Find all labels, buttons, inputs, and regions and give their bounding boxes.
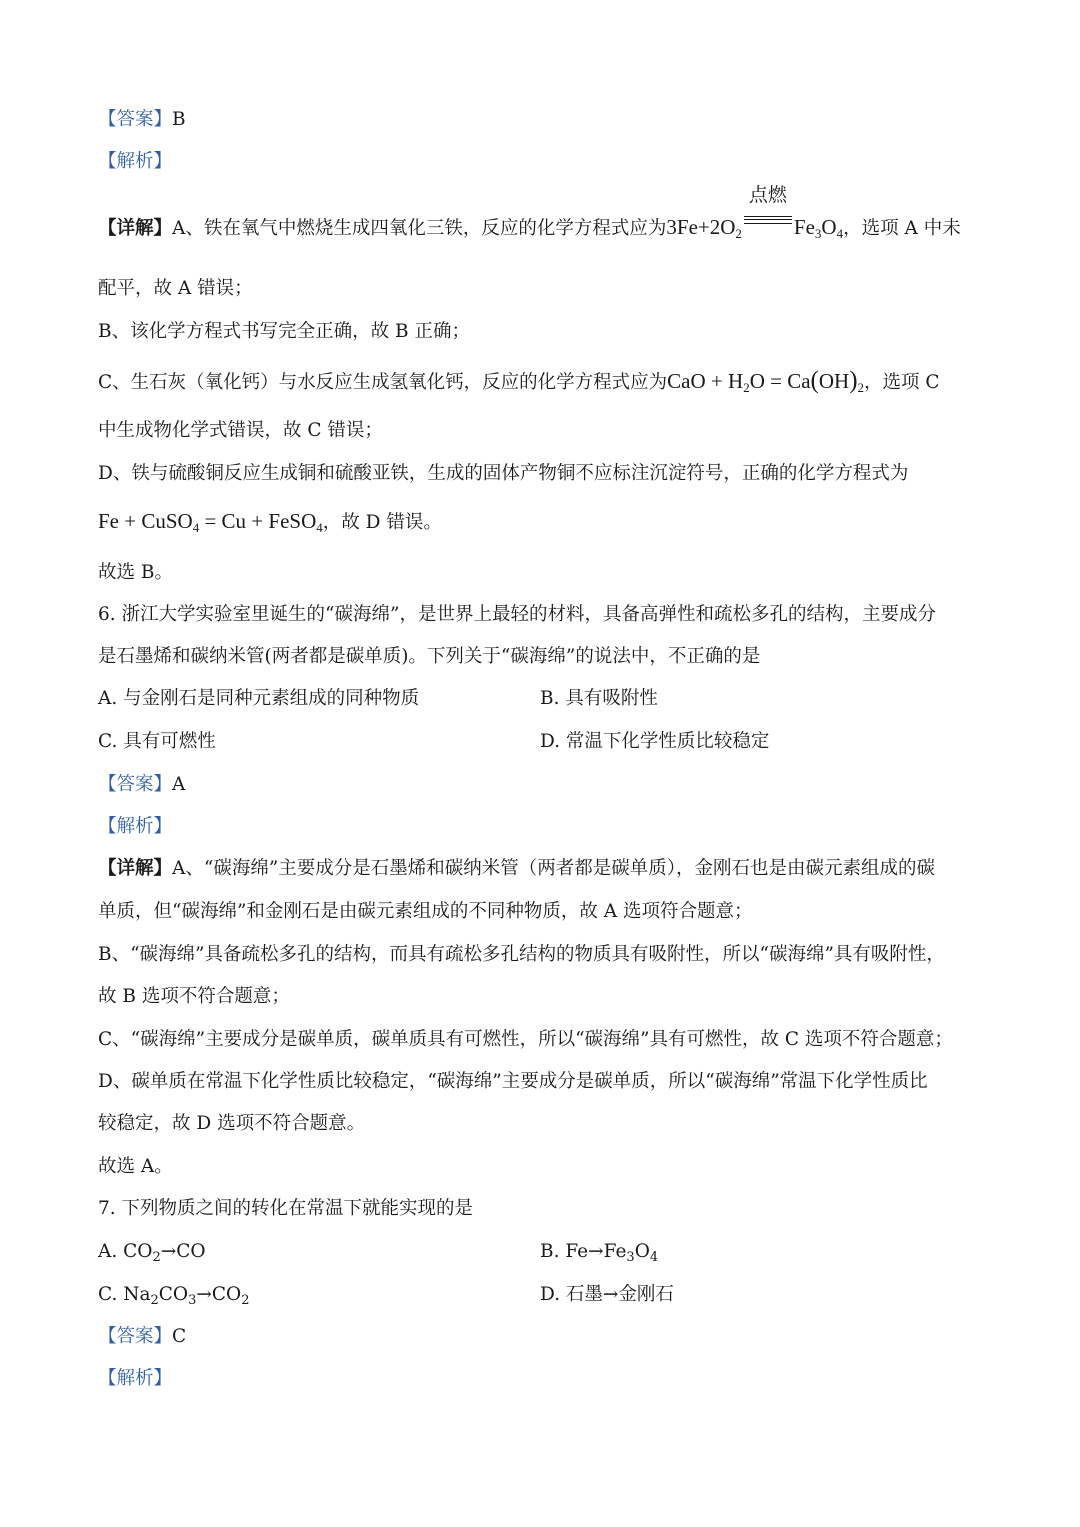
q6-detail-c: C、“碳海绵”主要成分是碳单质，碳单质具有可燃性，所以“碳海绵”具有可燃性，故 C 选项不符合题意； xyxy=(98,1029,953,1050)
equation-c-lhs: CaO + H xyxy=(667,369,744,393)
q5-detail-a-line1 xyxy=(98,184,984,242)
analysis-tag: 【解析】 xyxy=(98,151,173,172)
answer-tag: 【答案】 xyxy=(98,1326,173,1347)
q6-option-b: B. 具有吸附性 xyxy=(540,688,658,709)
equation-d: Fe + CuSO$_4$ = Cu + FeSO$_4$ xyxy=(98,509,323,535)
detail-c-tail: ，选项 C xyxy=(864,372,940,393)
q7-option-a-text: A. CO xyxy=(98,1241,153,1262)
condition-label: 点燃 xyxy=(748,184,787,206)
q5-analysis-line xyxy=(98,149,984,175)
detail-a-tail: ，选项 A 中未 xyxy=(843,218,961,239)
q6-stem-line2: 是石墨烯和碳纳米管(两者都是碳单质)。下列关于“碳海绵”的说法中，不正确的是 xyxy=(98,646,761,667)
q6-option-d: D. 常温下化学性质比较稳定 xyxy=(540,731,770,752)
answer-tag: 【答案】 xyxy=(98,774,173,795)
equation-c: CaO + $H_2O = Ca(OH)_2$ xyxy=(667,367,865,395)
q6-detail-a-line2: 单质，但“碳海绵”和金刚石是由碳元素组成的不同种物质，故 A 选项符合题意； xyxy=(98,901,753,922)
q6-analysis-line xyxy=(98,814,984,840)
reaction-condition xyxy=(744,184,792,232)
q6-detail-b-line1: B、“碳海绵”具备疏松多孔的结构，而具有疏松多孔结构的物质具有吸附性，所以“碳海绵”具有吸附性， xyxy=(98,944,945,965)
q7-options-row2 xyxy=(98,1282,984,1308)
q5-answer-line xyxy=(98,107,984,133)
equation-a-lhs: 3Fe+2O xyxy=(666,215,736,239)
q7-analysis-line xyxy=(98,1366,984,1392)
answer-tag: 【答案】 xyxy=(98,109,173,130)
analysis-tag: 【解析】 xyxy=(98,1368,173,1389)
q6-options-row1 xyxy=(98,686,984,712)
q6-answer-line xyxy=(98,772,984,798)
q5-detail-d: D、铁与硫酸铜反应生成铜和硫酸亚铁，生成的固体产物铜不应标注沉淀符号，正确的化学方程式为 xyxy=(98,463,909,484)
q7-option-a: A. $CO_2\to CO$ xyxy=(98,1241,206,1265)
q6-stem-line1: 6. 浙江大学实验室里诞生的“碳海绵”，是世界上最轻的材料，具备高弹性和疏松多孔的结构，主要成分 xyxy=(98,604,936,625)
q7-answer: C xyxy=(172,1326,187,1347)
q6-detail-d-line1: D、碳单质在常温下化学性质比较稳定，“碳海绵”主要成分是碳单质，所以“碳海绵”常温下化学性质比 xyxy=(98,1071,928,1092)
detail-d-tail: ，故 D 错误。 xyxy=(322,512,442,533)
q6-option-a: A. 与金刚石是同种元素组成的同种物质 xyxy=(98,688,420,709)
q6-detail-b-line2: 故 B 选项不符合题意； xyxy=(98,986,290,1007)
detail-tag: 【详解】 xyxy=(98,218,173,239)
q7-option-c: C. $Na_2CO_3\to CO_2$ xyxy=(98,1284,250,1308)
detail-tag: 【详解】 xyxy=(98,858,173,879)
q6-conclusion: 故选 A。 xyxy=(98,1156,173,1177)
q7-options-row1 xyxy=(98,1239,984,1265)
q5-detail-c-line2: 中生成物化学式错误，故 C 错误； xyxy=(98,420,383,441)
detail-a-text: A、铁在氧气中燃烧生成四氧化三铁，反应的化学方程式应为 xyxy=(172,218,667,239)
q5-detail-d-equation-line xyxy=(98,508,984,536)
q7-option-d: D. 石墨→金刚石 xyxy=(540,1284,674,1305)
detail-c-text: C、生石灰（氧化钙）与水反应生成氢氧化钙，反应的化学方程式应为 xyxy=(98,372,668,393)
q6-option-c: C. 具有可燃性 xyxy=(98,731,216,752)
q5-conclusion: 故选 B。 xyxy=(98,562,173,583)
q7-stem: 7. 下列物质之间的转化在常温下就能实现的是 xyxy=(98,1198,474,1219)
analysis-tag: 【解析】 xyxy=(98,816,173,837)
q7-option-b: B. $Fe\to Fe_3O_4$ xyxy=(540,1241,659,1265)
q5-detail-b: B、该化学方程式书写完全正确，故 B 正确； xyxy=(98,321,470,342)
q7-answer-line xyxy=(98,1324,984,1350)
equation-a: $3Fe+2O_2$ 点燃 $Fe_3O_4$ xyxy=(666,184,844,241)
equation-a-rhs: Fe xyxy=(793,215,815,239)
q7-option-b-text: B. Fe→Fe xyxy=(540,1241,627,1262)
q6-answer: A xyxy=(172,774,186,795)
q6-detail-d-line2: 较稳定，故 D 选项不符合题意。 xyxy=(98,1113,366,1134)
q6-detail-a-line1 xyxy=(98,856,984,882)
q6-detail-a-text: A、“碳海绵”主要成分是石墨烯和碳纳米管（两者都是碳单质），金刚石也是由碳元素组成的碳 xyxy=(172,858,936,879)
q7-option-c-text: C. Na xyxy=(98,1284,151,1305)
equation-d-lhs: Fe + CuSO xyxy=(98,509,193,533)
q5-answer: B xyxy=(172,109,186,130)
q6-options-row2 xyxy=(98,729,984,755)
q5-detail-a-line2: 配平，故 A 错误； xyxy=(98,278,253,299)
q5-detail-c-line1 xyxy=(98,368,984,396)
